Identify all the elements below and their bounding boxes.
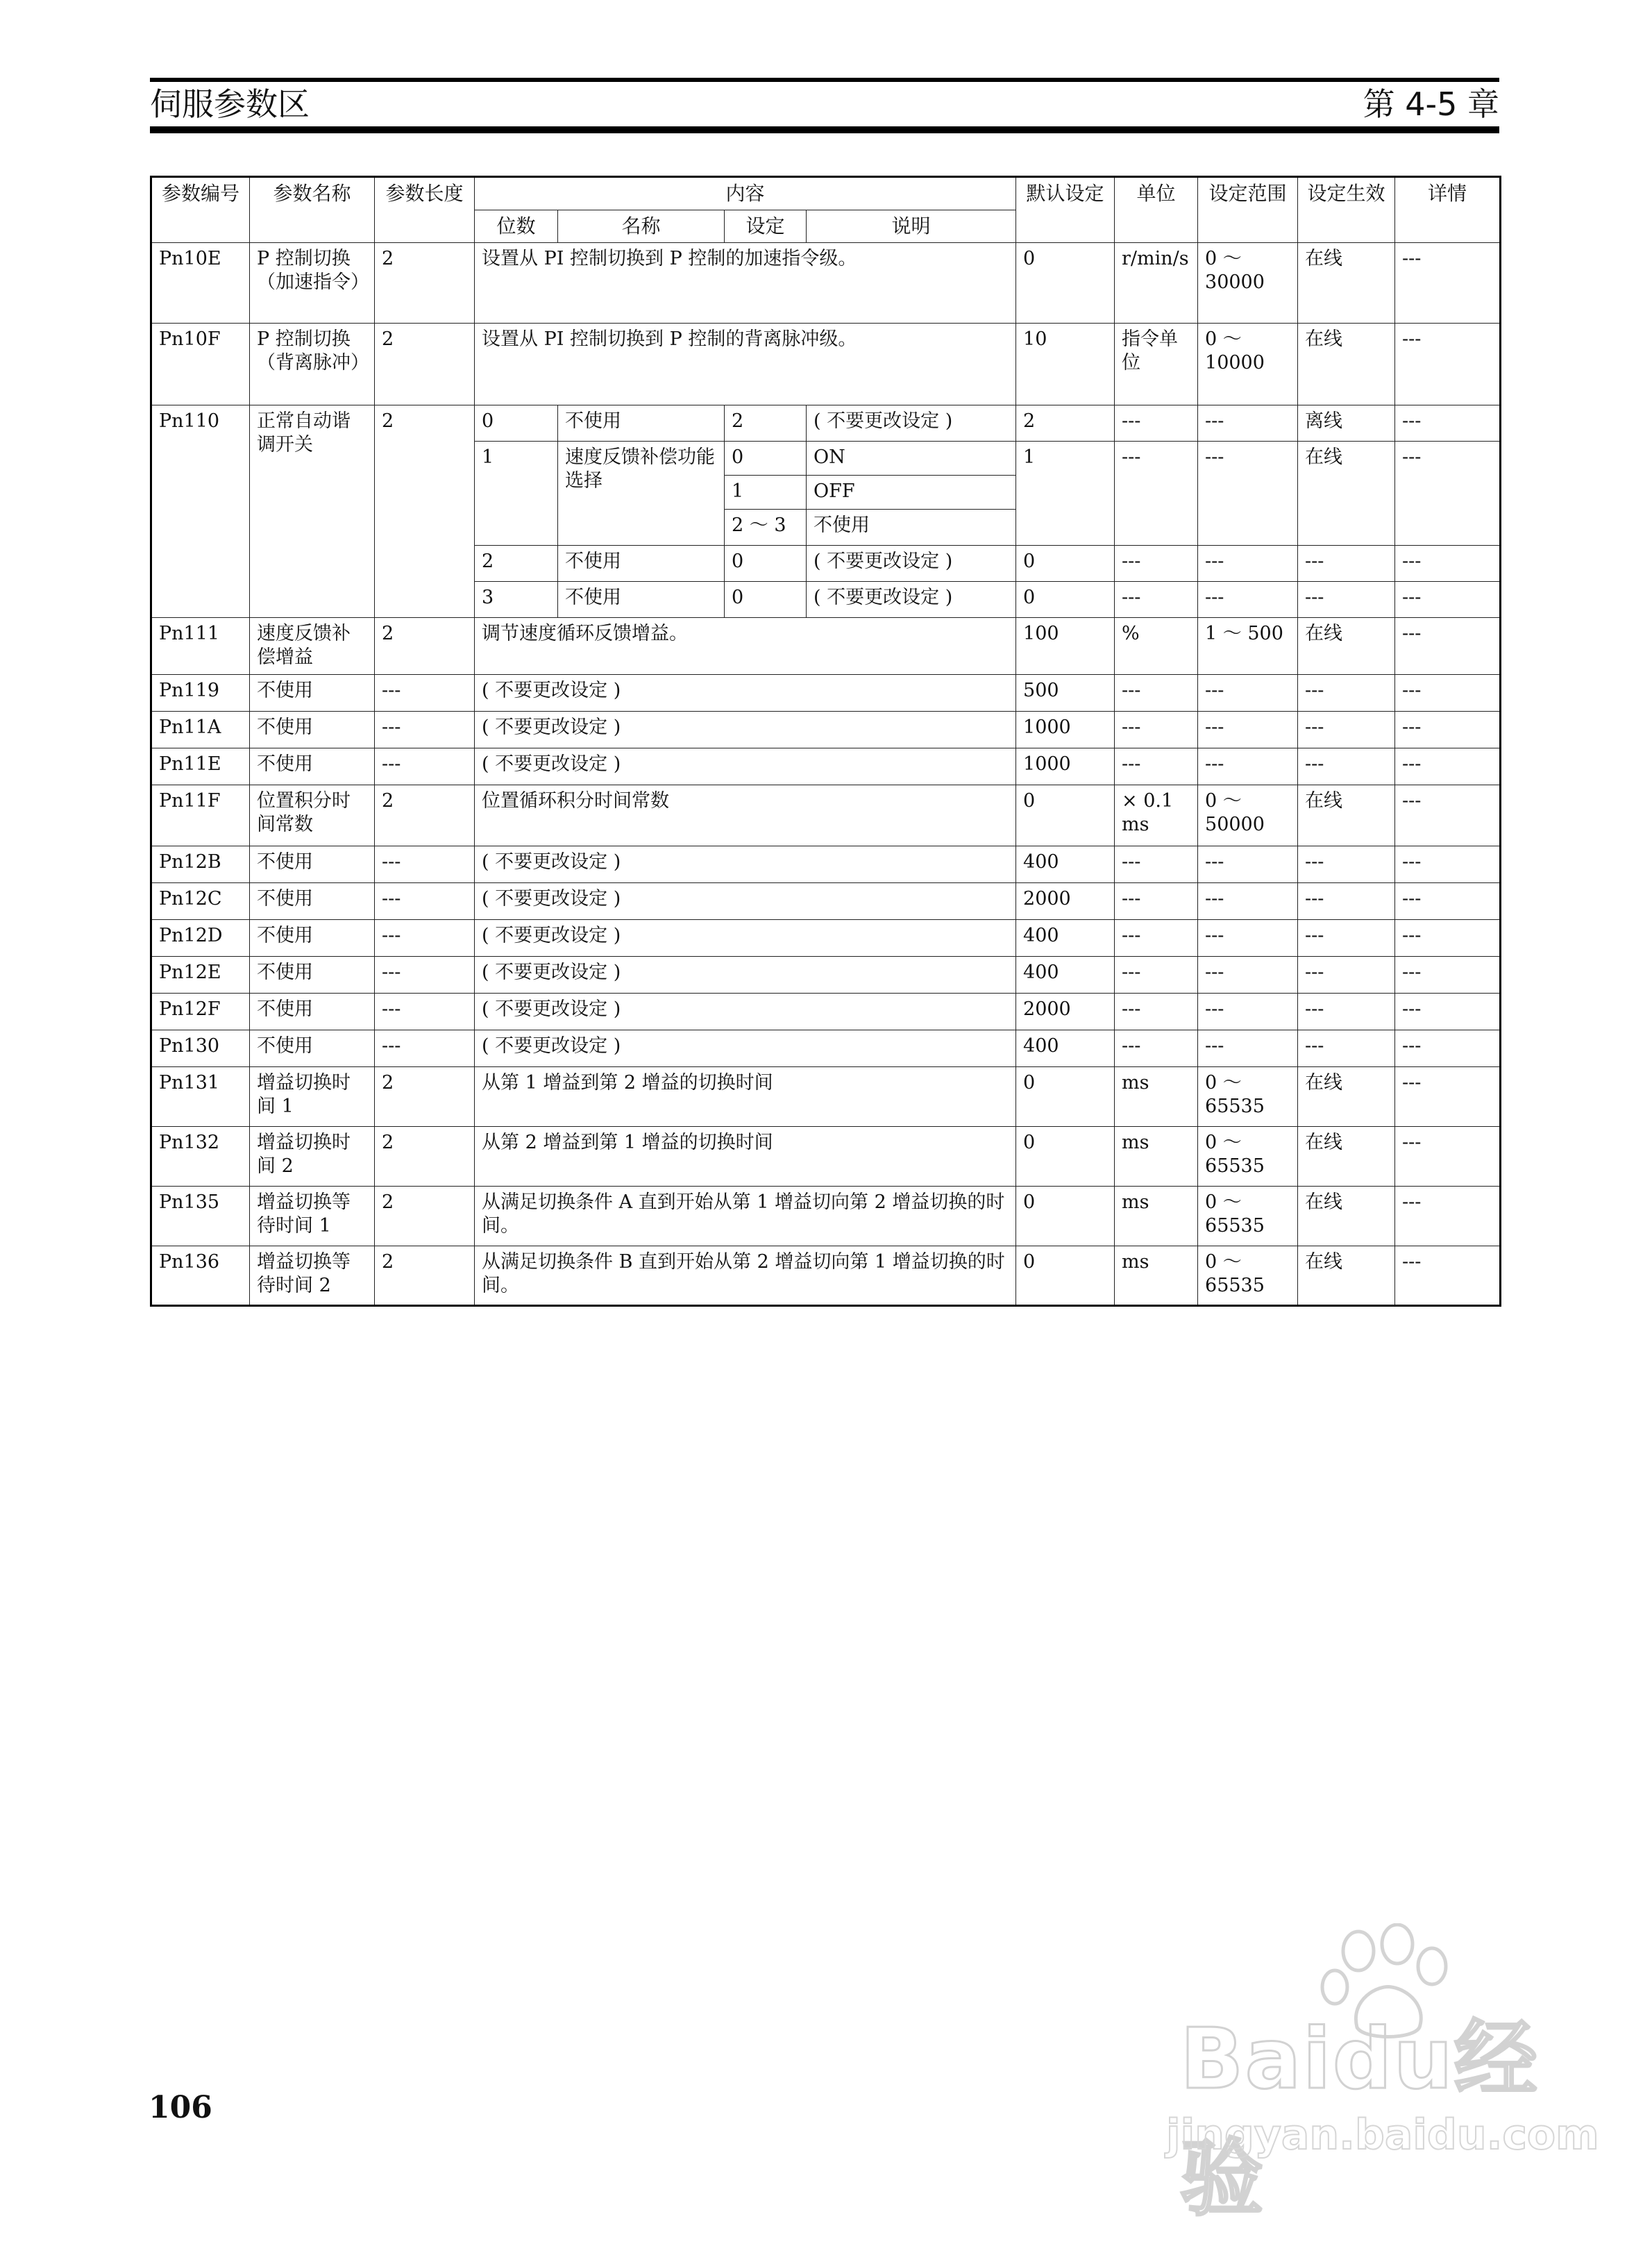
param-range: 0 ～ 30000 bbox=[1198, 243, 1298, 324]
param-default: 1000 bbox=[1016, 712, 1115, 748]
param-range: --- bbox=[1198, 582, 1298, 618]
digit-setting: 0 bbox=[725, 546, 807, 582]
param-name: 正常自动谐调开关 bbox=[250, 405, 375, 618]
digit-setting: 0 bbox=[725, 442, 807, 476]
param-default: 0 bbox=[1016, 1127, 1115, 1187]
param-no: Pn132 bbox=[151, 1127, 250, 1187]
param-default: 0 bbox=[1016, 1067, 1115, 1127]
param-effective: 在线 bbox=[1298, 618, 1395, 675]
table-row bbox=[151, 785, 1501, 846]
param-size: --- bbox=[375, 957, 475, 994]
param-details: --- bbox=[1395, 712, 1501, 748]
table-row bbox=[151, 1246, 1501, 1306]
param-range: 0 ～ 65535 bbox=[1198, 1246, 1298, 1306]
col-header-explanation: 说明 bbox=[807, 210, 1016, 243]
param-name: P 控制切换（背离脉冲） bbox=[250, 324, 375, 405]
param-unit: --- bbox=[1115, 405, 1198, 442]
col-header-effective: 设定生效 bbox=[1298, 177, 1395, 243]
param-default: 0 bbox=[1016, 1246, 1115, 1306]
param-no: Pn110 bbox=[151, 405, 250, 618]
param-range: --- bbox=[1198, 994, 1298, 1030]
param-no: Pn131 bbox=[151, 1067, 250, 1127]
param-effective: --- bbox=[1298, 846, 1395, 883]
header-rule-bottom bbox=[150, 126, 1499, 133]
param-details: --- bbox=[1395, 846, 1501, 883]
param-default: 2000 bbox=[1016, 994, 1115, 1030]
param-details: --- bbox=[1395, 1246, 1501, 1306]
param-content: 设置从 PI 控制切换到 P 控制的加速指令级。 bbox=[475, 243, 1016, 324]
param-name: 不使用 bbox=[250, 1030, 375, 1067]
param-range: 0 ～ 65535 bbox=[1198, 1067, 1298, 1127]
digit-explanation: ( 不要更改设定 ) bbox=[807, 546, 1016, 582]
digit-explanation: OFF bbox=[807, 476, 1016, 510]
param-range: --- bbox=[1198, 846, 1298, 883]
col-header-setting: 设定 bbox=[725, 210, 807, 243]
param-range: --- bbox=[1198, 957, 1298, 994]
param-content: 从第 2 增益到第 1 增益的切换时间 bbox=[475, 1127, 1016, 1187]
param-default: 400 bbox=[1016, 1030, 1115, 1067]
param-range: --- bbox=[1198, 920, 1298, 957]
digit-name: 不使用 bbox=[558, 546, 725, 582]
digit-name: 速度反馈补偿功能选择 bbox=[558, 442, 725, 546]
param-unit: --- bbox=[1115, 1030, 1198, 1067]
param-unit: --- bbox=[1115, 442, 1198, 546]
param-size: --- bbox=[375, 846, 475, 883]
param-size: --- bbox=[375, 1030, 475, 1067]
param-effective: 在线 bbox=[1298, 1246, 1395, 1306]
param-size: 2 bbox=[375, 1187, 475, 1246]
param-no: Pn11F bbox=[151, 785, 250, 846]
param-unit: --- bbox=[1115, 582, 1198, 618]
param-effective: 在线 bbox=[1298, 1187, 1395, 1246]
page-number: 106 bbox=[149, 2090, 212, 2125]
param-no: Pn10E bbox=[151, 243, 250, 324]
table-row bbox=[151, 405, 1501, 442]
header-rule-top bbox=[150, 78, 1499, 82]
param-details: --- bbox=[1395, 243, 1501, 324]
param-range: 0 ～ 50000 bbox=[1198, 785, 1298, 846]
col-header-content: 内容 bbox=[475, 177, 1016, 210]
param-name: 不使用 bbox=[250, 883, 375, 920]
page-header bbox=[150, 78, 1499, 133]
param-details: --- bbox=[1395, 920, 1501, 957]
param-unit: --- bbox=[1115, 546, 1198, 582]
col-header-digit: 位数 bbox=[475, 210, 558, 243]
param-details: --- bbox=[1395, 442, 1501, 546]
digit-cell: 3 bbox=[475, 582, 558, 618]
digit-name: 不使用 bbox=[558, 405, 725, 442]
digit-cell: 1 bbox=[475, 442, 558, 546]
param-content: ( 不要更改设定 ) bbox=[475, 846, 1016, 883]
col-header-unit: 单位 bbox=[1115, 177, 1198, 243]
param-size: 2 bbox=[375, 243, 475, 324]
param-name: 增益切换等待时间 2 bbox=[250, 1246, 375, 1306]
table-row bbox=[151, 1127, 1501, 1187]
param-range: --- bbox=[1198, 712, 1298, 748]
table-row bbox=[151, 243, 1501, 324]
param-no: Pn130 bbox=[151, 1030, 250, 1067]
param-name: 不使用 bbox=[250, 920, 375, 957]
param-effective: --- bbox=[1298, 994, 1395, 1030]
param-effective: --- bbox=[1298, 883, 1395, 920]
col-header-details: 详情 bbox=[1395, 177, 1501, 243]
param-unit: 指令单位 bbox=[1115, 324, 1198, 405]
param-size: 2 bbox=[375, 785, 475, 846]
param-unit: --- bbox=[1115, 748, 1198, 785]
param-default: 2 bbox=[1016, 405, 1115, 442]
param-unit: --- bbox=[1115, 712, 1198, 748]
param-unit: --- bbox=[1115, 957, 1198, 994]
param-details: --- bbox=[1395, 675, 1501, 712]
param-range: --- bbox=[1198, 546, 1298, 582]
param-no: Pn12E bbox=[151, 957, 250, 994]
param-details: --- bbox=[1395, 1030, 1501, 1067]
param-name: 不使用 bbox=[250, 846, 375, 883]
param-unit: --- bbox=[1115, 920, 1198, 957]
param-size: 2 bbox=[375, 618, 475, 675]
table-header-row bbox=[151, 177, 1501, 210]
digit-setting: 2 ～ 3 bbox=[725, 510, 807, 546]
table-row bbox=[151, 920, 1501, 957]
param-effective: --- bbox=[1298, 957, 1395, 994]
param-no: Pn12F bbox=[151, 994, 250, 1030]
col-header-param-size: 参数长度 bbox=[375, 177, 475, 243]
col-header-default: 默认设定 bbox=[1016, 177, 1115, 243]
param-unit: ms bbox=[1115, 1067, 1198, 1127]
param-unit: ms bbox=[1115, 1127, 1198, 1187]
param-no: Pn12B bbox=[151, 846, 250, 883]
table-row bbox=[151, 618, 1501, 675]
param-no: Pn136 bbox=[151, 1246, 250, 1306]
param-no: Pn119 bbox=[151, 675, 250, 712]
col-header-range: 设定范围 bbox=[1198, 177, 1298, 243]
param-effective: --- bbox=[1298, 675, 1395, 712]
param-details: --- bbox=[1395, 785, 1501, 846]
param-range: --- bbox=[1198, 1030, 1298, 1067]
param-content: 位置循环积分时间常数 bbox=[475, 785, 1016, 846]
param-content: ( 不要更改设定 ) bbox=[475, 957, 1016, 994]
digit-explanation: ( 不要更改设定 ) bbox=[807, 582, 1016, 618]
param-range: 1 ～ 500 bbox=[1198, 618, 1298, 675]
param-content: ( 不要更改设定 ) bbox=[475, 1030, 1016, 1067]
param-no: Pn11E bbox=[151, 748, 250, 785]
param-name: 增益切换时间 1 bbox=[250, 1067, 375, 1127]
param-name: 不使用 bbox=[250, 675, 375, 712]
param-content: ( 不要更改设定 ) bbox=[475, 712, 1016, 748]
table-row bbox=[151, 883, 1501, 920]
watermark-brand: Baidu经验 bbox=[1180, 2011, 1539, 2227]
param-range: 0 ～ 65535 bbox=[1198, 1187, 1298, 1246]
param-default: 10 bbox=[1016, 324, 1115, 405]
param-details: --- bbox=[1395, 405, 1501, 442]
table-row bbox=[151, 1030, 1501, 1067]
param-size: 2 bbox=[375, 1127, 475, 1187]
param-details: --- bbox=[1395, 994, 1501, 1030]
col-header-name: 名称 bbox=[558, 210, 725, 243]
chapter-label: 第 4-5 章 bbox=[1363, 85, 1499, 123]
table-row bbox=[151, 712, 1501, 748]
col-header-param-name: 参数名称 bbox=[250, 177, 375, 243]
param-content: ( 不要更改设定 ) bbox=[475, 920, 1016, 957]
param-range: --- bbox=[1198, 442, 1298, 546]
table-row bbox=[151, 994, 1501, 1030]
param-content: 调节速度循环反馈增益。 bbox=[475, 618, 1016, 675]
param-unit: --- bbox=[1115, 883, 1198, 920]
param-size: --- bbox=[375, 675, 475, 712]
param-effective: 离线 bbox=[1298, 405, 1395, 442]
digit-setting: 2 bbox=[725, 405, 807, 442]
param-range: --- bbox=[1198, 748, 1298, 785]
param-details: --- bbox=[1395, 957, 1501, 994]
table-row bbox=[151, 1187, 1501, 1246]
param-effective: 在线 bbox=[1298, 785, 1395, 846]
param-name: 位置积分时间常数 bbox=[250, 785, 375, 846]
param-details: --- bbox=[1395, 324, 1501, 405]
param-default: 100 bbox=[1016, 618, 1115, 675]
param-content: ( 不要更改设定 ) bbox=[475, 748, 1016, 785]
param-details: --- bbox=[1395, 546, 1501, 582]
param-name: 不使用 bbox=[250, 957, 375, 994]
table-row bbox=[151, 675, 1501, 712]
param-unit: --- bbox=[1115, 846, 1198, 883]
param-effective: 在线 bbox=[1298, 243, 1395, 324]
param-default: 500 bbox=[1016, 675, 1115, 712]
table-row bbox=[151, 957, 1501, 994]
col-header-param-no: 参数编号 bbox=[151, 177, 250, 243]
section-title: 伺服参数区 bbox=[150, 85, 310, 123]
param-default: 400 bbox=[1016, 957, 1115, 994]
param-unit: --- bbox=[1115, 675, 1198, 712]
param-no: Pn10F bbox=[151, 324, 250, 405]
param-effective: 在线 bbox=[1298, 324, 1395, 405]
param-content: 从第 1 增益到第 2 增益的切换时间 bbox=[475, 1067, 1016, 1127]
param-size: 2 bbox=[375, 405, 475, 618]
table-row bbox=[151, 748, 1501, 785]
param-content: 设置从 PI 控制切换到 P 控制的背离脉冲级。 bbox=[475, 324, 1016, 405]
param-unit: ms bbox=[1115, 1246, 1198, 1306]
param-effective: --- bbox=[1298, 920, 1395, 957]
digit-name: 不使用 bbox=[558, 582, 725, 618]
param-effective: --- bbox=[1298, 712, 1395, 748]
param-effective: --- bbox=[1298, 582, 1395, 618]
param-unit: --- bbox=[1115, 994, 1198, 1030]
param-name: 不使用 bbox=[250, 748, 375, 785]
param-effective: 在线 bbox=[1298, 1067, 1395, 1127]
param-details: --- bbox=[1395, 1067, 1501, 1127]
param-default: 0 bbox=[1016, 1187, 1115, 1246]
param-details: --- bbox=[1395, 1187, 1501, 1246]
param-name: 不使用 bbox=[250, 994, 375, 1030]
param-content: 从满足切换条件 A 直到开始从第 1 增益切向第 2 增益切换的时间。 bbox=[475, 1187, 1016, 1246]
param-details: --- bbox=[1395, 748, 1501, 785]
param-name: P 控制切换（加速指令） bbox=[250, 243, 375, 324]
param-no: Pn12C bbox=[151, 883, 250, 920]
table-row bbox=[151, 324, 1501, 405]
param-range: --- bbox=[1198, 405, 1298, 442]
param-range: --- bbox=[1198, 675, 1298, 712]
param-size: --- bbox=[375, 883, 475, 920]
param-effective: 在线 bbox=[1298, 1127, 1395, 1187]
param-effective: --- bbox=[1298, 748, 1395, 785]
param-default: 0 bbox=[1016, 546, 1115, 582]
param-size: --- bbox=[375, 748, 475, 785]
param-default: 400 bbox=[1016, 846, 1115, 883]
watermark bbox=[1152, 1923, 1599, 2227]
param-size: --- bbox=[375, 920, 475, 957]
param-content: ( 不要更改设定 ) bbox=[475, 883, 1016, 920]
digit-explanation: ( 不要更改设定 ) bbox=[807, 405, 1016, 442]
digit-explanation: 不使用 bbox=[807, 510, 1016, 546]
param-default: 2000 bbox=[1016, 883, 1115, 920]
param-size: 2 bbox=[375, 324, 475, 405]
param-default: 0 bbox=[1016, 582, 1115, 618]
param-no: Pn11A bbox=[151, 712, 250, 748]
param-default: 400 bbox=[1016, 920, 1115, 957]
digit-explanation: ON bbox=[807, 442, 1016, 476]
parameter-table bbox=[150, 176, 1501, 1307]
param-effective: --- bbox=[1298, 1030, 1395, 1067]
param-range: 0 ～ 65535 bbox=[1198, 1127, 1298, 1187]
param-size: --- bbox=[375, 712, 475, 748]
param-default: 0 bbox=[1016, 785, 1115, 846]
digit-cell: 0 bbox=[475, 405, 558, 442]
param-details: --- bbox=[1395, 883, 1501, 920]
param-name: 增益切换等待时间 1 bbox=[250, 1187, 375, 1246]
param-name: 增益切换时间 2 bbox=[250, 1127, 375, 1187]
digit-setting: 1 bbox=[725, 476, 807, 510]
param-content: ( 不要更改设定 ) bbox=[475, 675, 1016, 712]
param-name: 速度反馈补偿增益 bbox=[250, 618, 375, 675]
digit-cell: 2 bbox=[475, 546, 558, 582]
param-size: 2 bbox=[375, 1067, 475, 1127]
watermark-url: jingyan.baidu.com bbox=[1166, 2111, 1599, 2159]
param-no: Pn12D bbox=[151, 920, 250, 957]
param-effective: --- bbox=[1298, 546, 1395, 582]
param-unit: ms bbox=[1115, 1187, 1198, 1246]
param-default: 1 bbox=[1016, 442, 1115, 546]
digit-setting: 0 bbox=[725, 582, 807, 618]
param-range: --- bbox=[1198, 883, 1298, 920]
param-no: Pn111 bbox=[151, 618, 250, 675]
param-default: 1000 bbox=[1016, 748, 1115, 785]
param-default: 0 bbox=[1016, 243, 1115, 324]
param-range: 0 ～ 10000 bbox=[1198, 324, 1298, 405]
table-row bbox=[151, 846, 1501, 883]
param-size: --- bbox=[375, 994, 475, 1030]
param-details: --- bbox=[1395, 582, 1501, 618]
param-content: 从满足切换条件 B 直到开始从第 2 增益切向第 1 增益切换的时间。 bbox=[475, 1246, 1016, 1306]
table-row bbox=[151, 1067, 1501, 1127]
param-size: 2 bbox=[375, 1246, 475, 1306]
param-unit: % bbox=[1115, 618, 1198, 675]
param-unit: × 0.1 ms bbox=[1115, 785, 1198, 846]
param-name: 不使用 bbox=[250, 712, 375, 748]
param-content: ( 不要更改设定 ) bbox=[475, 994, 1016, 1030]
param-details: --- bbox=[1395, 618, 1501, 675]
param-effective: 在线 bbox=[1298, 442, 1395, 546]
param-unit: r/min/s bbox=[1115, 243, 1198, 324]
param-details: --- bbox=[1395, 1127, 1501, 1187]
param-no: Pn135 bbox=[151, 1187, 250, 1246]
